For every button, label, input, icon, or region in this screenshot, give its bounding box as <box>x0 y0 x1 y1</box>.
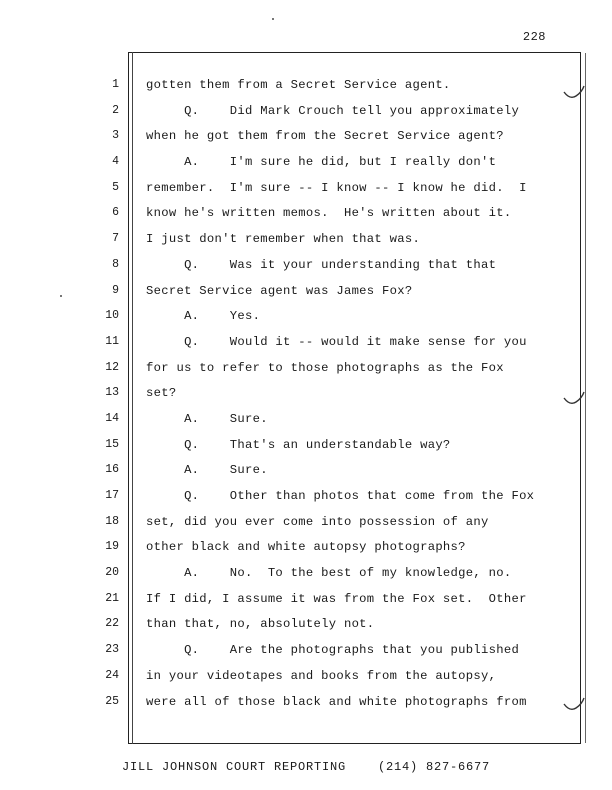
line-number: 9 <box>112 283 119 297</box>
line-number: 8 <box>112 257 119 271</box>
transcript-line: for us to refer to those photographs as the Fox <box>146 360 504 375</box>
transcript-line: A. No. To the best of my knowledge, no. <box>146 566 512 581</box>
page-number: 228 <box>522 30 546 44</box>
check-mark-icon <box>562 696 588 716</box>
transcript-line: A. Sure. <box>146 411 268 426</box>
transcript-line: If I did, I assume it was from the Fox set. Other <box>146 591 527 606</box>
line-number: 16 <box>105 463 119 477</box>
transcript-line: set, did you ever come into possession of any <box>146 514 489 529</box>
line-number: 17 <box>105 489 119 502</box>
transcript-line: Q. Was it your understanding that that <box>146 257 497 272</box>
transcript-line: gotten them from a Secret Service agent. <box>146 78 451 92</box>
footer-phone: (214) 827-6677 <box>378 760 491 774</box>
scan-speck <box>272 18 274 20</box>
transcript-line: other black and white autopsy photographs? <box>146 540 466 555</box>
transcript-line: A. Sure. <box>146 463 268 478</box>
line-number: 24 <box>105 668 119 682</box>
transcript-line: Q. Would it -- would it make sense for you <box>146 334 527 349</box>
transcript-line: Secret Service agent was James Fox? <box>146 283 413 298</box>
line-number: 6 <box>112 206 119 220</box>
line-number-column <box>95 78 119 720</box>
transcript-line: A. I'm sure he did, but I really don't <box>146 155 497 170</box>
transcript-line: Q. Other than photos that come from the Fox <box>146 489 535 503</box>
transcript-line: Q. Are the photographs that you published <box>146 643 520 658</box>
transcript-line: when he got them from the Secret Service agent? <box>146 129 504 144</box>
transcript-line: than that, no, absolutely not. <box>146 617 375 632</box>
transcript-line: A. Yes. <box>146 309 261 324</box>
transcript-line: set? <box>146 386 177 401</box>
check-mark-icon <box>562 84 588 104</box>
transcript-line: know he's written memos. He's written about it. <box>146 206 512 221</box>
line-number: 15 <box>105 437 119 451</box>
line-number: 3 <box>112 129 119 143</box>
line-number: 2 <box>112 103 119 117</box>
transcript-line: in your videotapes and books from the autopsy, <box>146 668 497 683</box>
line-number: 22 <box>105 617 119 631</box>
transcript-line: Q. That's an understandable way? <box>146 437 451 452</box>
line-number: 14 <box>105 411 119 425</box>
transcript-line: I just don't remember when that was. <box>146 232 421 247</box>
line-number: 18 <box>105 514 119 528</box>
line-number: 23 <box>105 643 119 657</box>
transcript-line: were all of those black and white photographs from <box>146 694 527 709</box>
line-number: 11 <box>105 334 119 348</box>
check-mark-icon <box>562 390 588 410</box>
transcript-text <box>146 78 572 720</box>
line-number: 10 <box>105 309 119 323</box>
transcript-line: remember. I'm sure -- I know -- I know he did. I <box>146 180 527 195</box>
line-number: 1 <box>112 78 119 91</box>
line-number: 21 <box>105 591 119 605</box>
page-footer <box>0 760 612 774</box>
scan-speck <box>60 295 62 297</box>
line-number: 20 <box>105 566 119 580</box>
line-number: 19 <box>105 540 119 554</box>
line-number: 25 <box>105 694 119 708</box>
footer-reporter-name: JILL JOHNSON COURT REPORTING <box>121 760 346 774</box>
transcript-line: Q. Did Mark Crouch tell you approximately <box>146 103 520 118</box>
line-number: 7 <box>112 232 119 246</box>
line-number: 4 <box>112 155 119 169</box>
line-number: 12 <box>105 360 119 374</box>
line-number: 13 <box>105 386 119 400</box>
line-number: 5 <box>112 180 119 194</box>
